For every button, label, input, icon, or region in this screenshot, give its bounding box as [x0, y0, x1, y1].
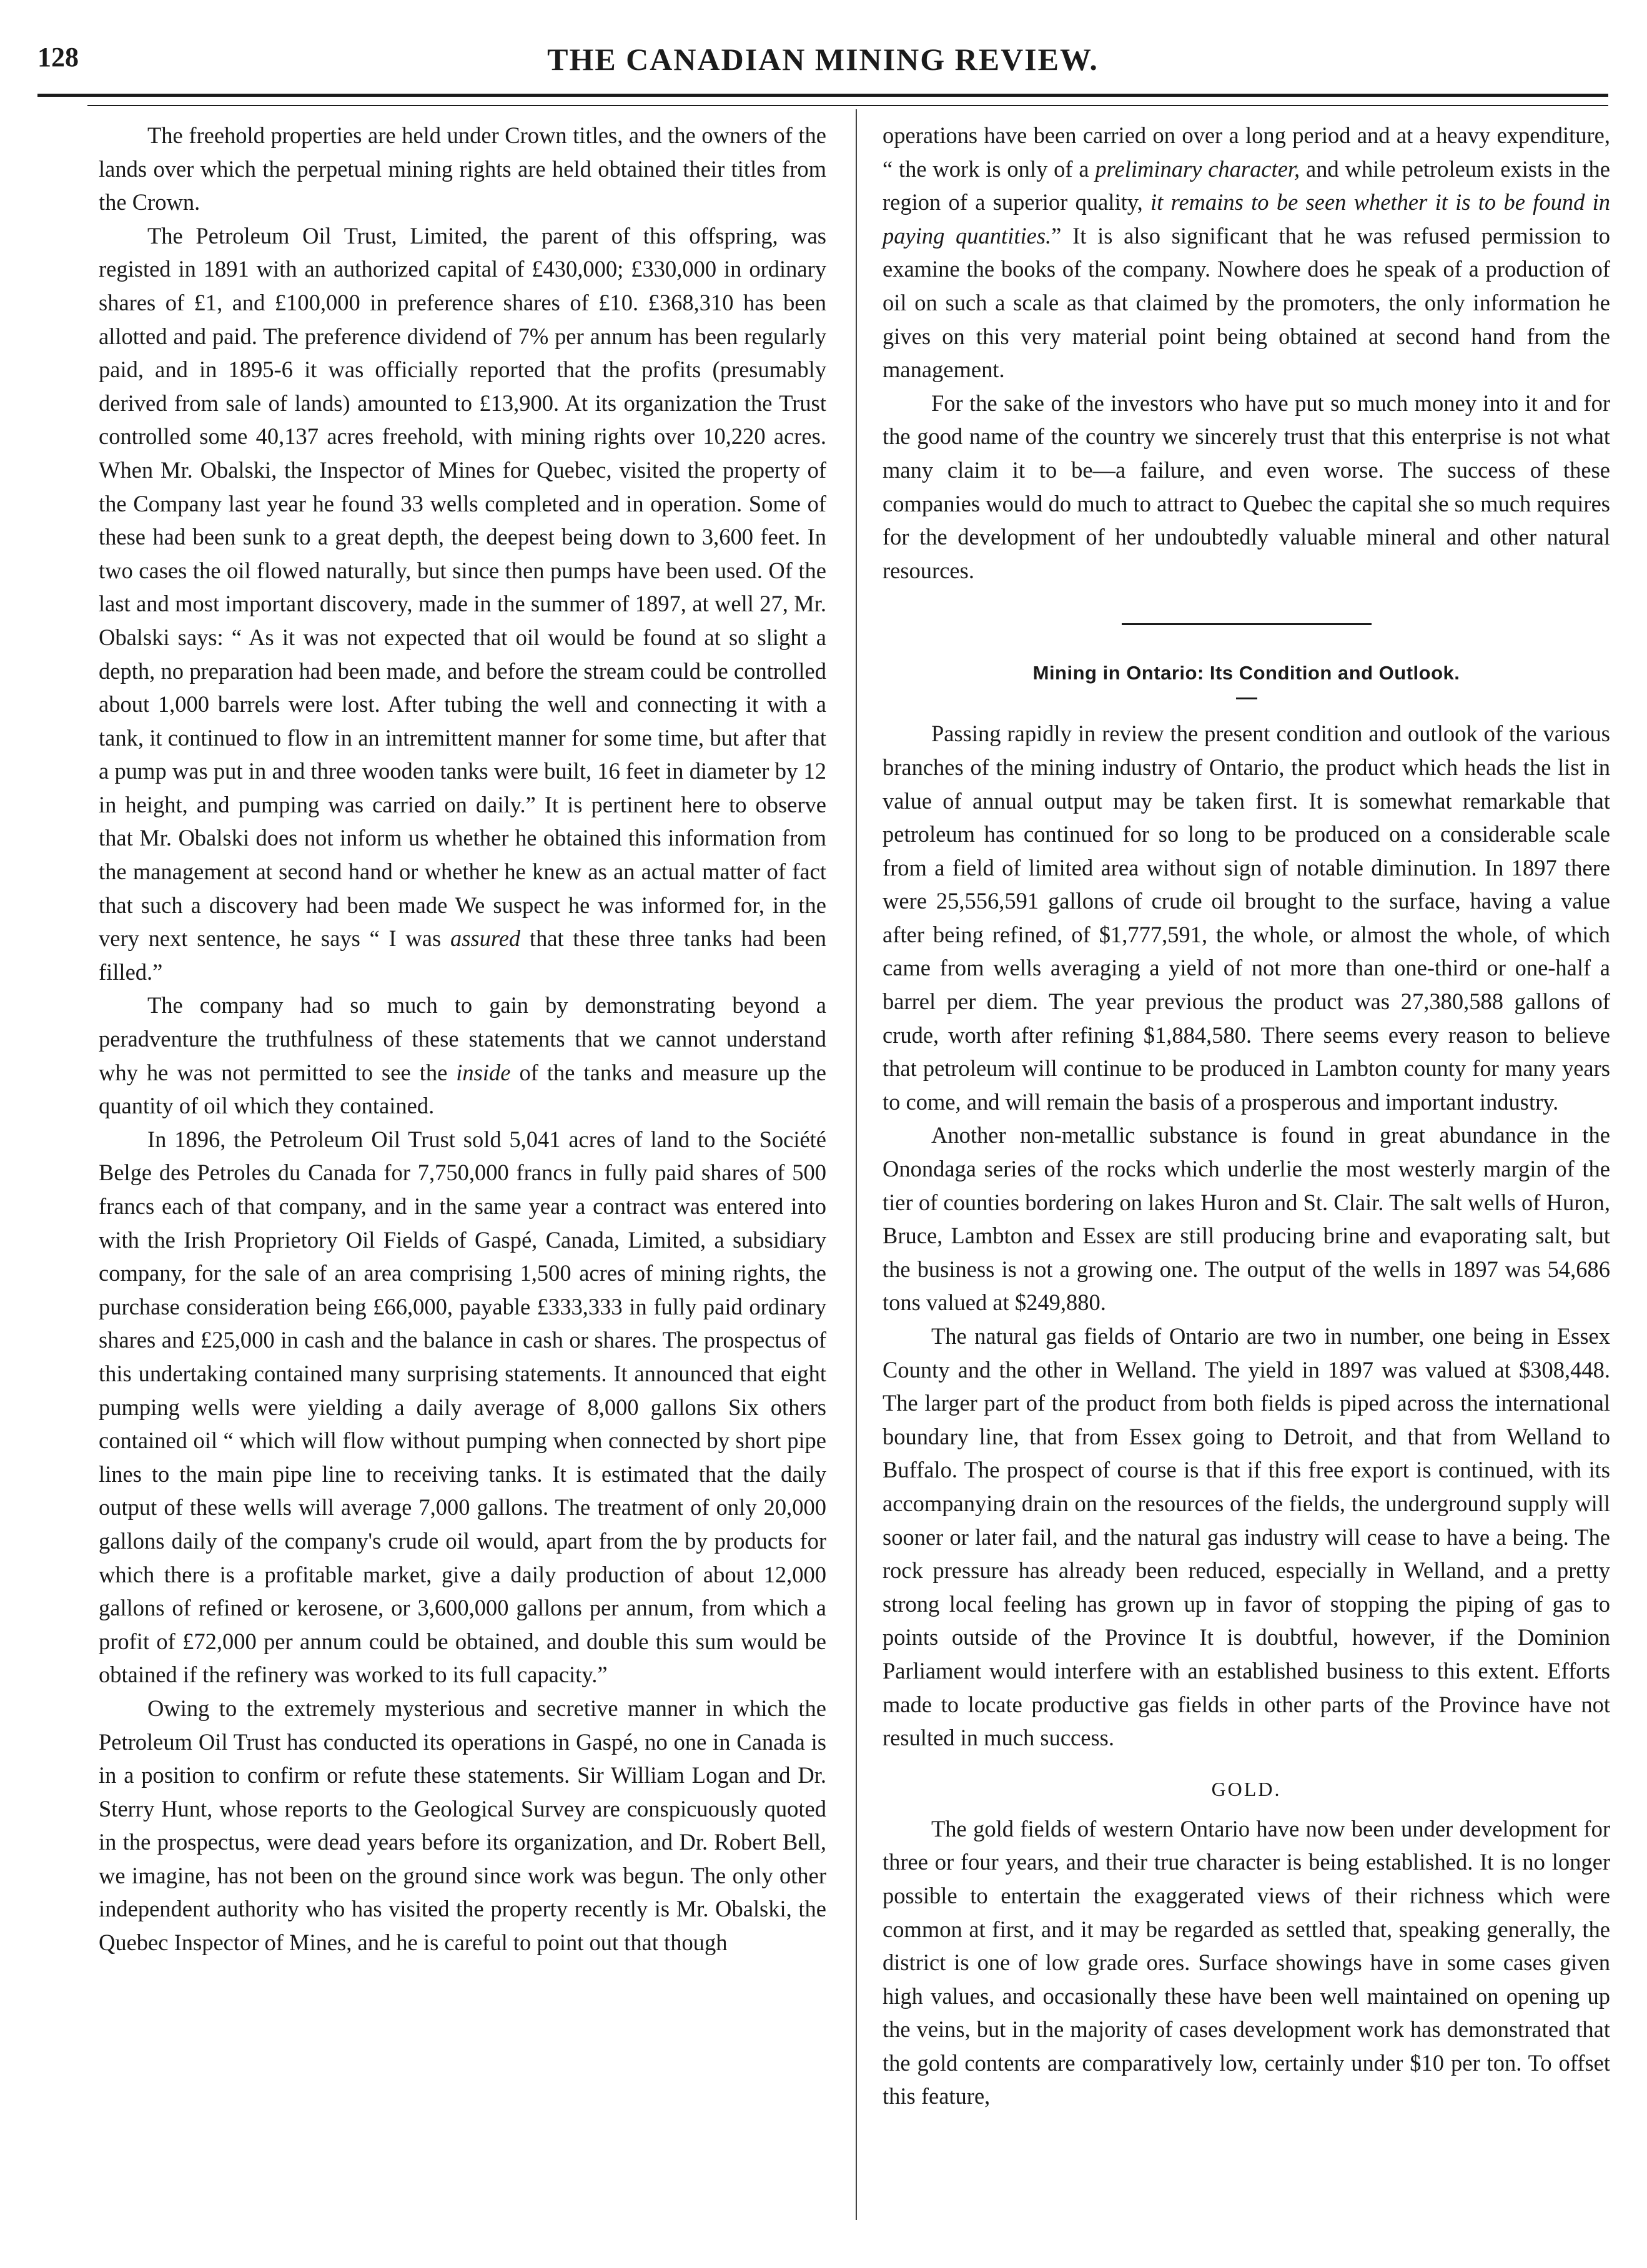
left-paragraph-2-emphasis: assured — [450, 925, 521, 952]
right-paragraph-1-end: ” It is also significant that he was refused permission to examine the books of the company. Nowhere does he speak of a production of oil on such a scale as that claimed by the promoters, the only information he gives on this very material point being obtained at second hand from the management. — [883, 222, 1610, 383]
section-title-rule — [1236, 698, 1257, 699]
section-separator-rule — [1122, 623, 1372, 625]
right-paragraph-6: The gold fields of western Ontario have now been under development for three or four years, and their true character is being established. It is no longer possible to entertain the exaggerated views of their richness which were common at first, and it may be regarded as settled that, speaking generally, the district is one of low grade ores. Surface showings have in some cases given high values, and occasionally these have been well maintained on opening up the veins, but in the majority of cases development work has demonstrated that the gold contents are comparatively low, certainly under $10 per ton. To offset this feature, — [883, 1815, 1610, 2109]
right-paragraph-1-mid: and while petroleum exists in the region of a superior quality, — [883, 155, 1611, 215]
left-paragraph-1: The freehold properties are held under Crown titles, and the owners of the lands over which the perpetual mining rights are held obtained their titles from the Crown. — [99, 122, 826, 215]
header-rule-thick — [37, 94, 1608, 97]
right-paragraph-1-emphasis-2: it remains to be seen whether it is to be found in paying quantities. — [883, 189, 1611, 249]
left-paragraph-3 — [99, 989, 826, 1122]
gold-subheading: GOLD. — [1211, 1777, 1282, 1800]
left-paragraph-4: In 1896, the Petroleum Oil Trust sold 5,041 acres of land to the Société Belge des Petroles du Canada for 7,750,000 francs in fully paid shares of 500 francs each of that company, and in the same year a contract was entered into with the Irish Proprietory Oil Fields of Gaspé, Canada, Limited, a subsidiary company, for the sale of an area comprising 1,500 acres of mining rights, the purchase consideration being £66,000, payable £333,333 in fully paid ordinary shares and £25,000 in cash and the balance in cash or shares. The prospectus of this undertaking contained many surprising statements. It announced that eight pumping wells were yielding a daily average of 8,000 gallons Six others contained oil “ which will flow without pumping when connected by short pipe lines to the main pipe line to receiving tanks. It is estimated that the daily output of these wells will average 7,000 gallons. The treatment of only 20,000 gallons daily of the company's crude oil would, apart from the by products for which there is a profitable market, give a daily production of about 12,000 gallons of refined or kerosene, or 3,600,000 gallons per annum, from which a profit of £72,000 per annum could be obtained, and double this sum would be obtained if the refinery was worked to its full capacity.” — [99, 1126, 826, 1688]
left-paragraph-2-text: The Petroleum Oil Trust, Limited, the parent of this offspring, was registed in 1891 with an authorized capital of £430,000; £330,000 in ordinary shares of £1, and £100,000 in preference shares of £10. £368,310 has been allotted and paid. The preference dividend of 7% per annum has been regularly paid, and in 1895-6 it was officially reported that the profits (presumably derived from sale of lands) amounted to £13,900. At its organization the Trust controlled some 40,137 acres freehold, with mining rights over 10,220 acres. When Mr. Obalski, the Inspector of Mines for Quebec, visited the property of the Company last year he found 33 wells completed and in operation. Some of these had been sunk to a great depth, the deepest being down to 3,600 feet. In two cases the oil flowed naturally, but since then pumps have been used. Of the last and most important discovery, made in the summer of 1897, at well 27, Mr. Obalski says: “ As it was not expected that oil would be found at so slight a depth, no preparation had been made, and before the stream could be controlled about 1,000 barrels were lost. After tubing the well and connecting it with a tank, it continued to flow in an intremittent manner for some time, but after that a pump was put in and three wooden tanks were built, 16 feet in diameter by 12 in height, and pumping was carried on daily.” It is pertinent here to observe that Mr. Obalski does not inform us whether he obtained this information from the management at second hand or whether he knew as an actual matter of fact that such a discovery had been made We suspect he was informed for, in the very next sentence, he says “ I was — [99, 222, 826, 952]
left-paragraph-3-text: The company had so much to gain by demonstrating beyond a peradventure the truthfulness of these statements that we cannot understand why he was not permitted to see the — [99, 992, 826, 1085]
column-divider — [856, 109, 857, 2220]
left-column — [99, 119, 826, 1960]
section-title: Mining in Ontario: Its Condition and Outlook. — [1032, 662, 1460, 684]
right-paragraph-4: Another non-metallic substance is found in great abundance in the Onondaga series of the rocks which underlie the most westerly margin of the tier of counties bordering on lakes Huron and St. Clair. The salt wells of Huron, Bruce, Lambton and Essex are still producing brine and evaporating salt, but the business is not a growing one. The output of the wells in 1897 was 54,686 tons valued at $249,880. — [883, 1122, 1610, 1316]
right-paragraph-1 — [883, 119, 1610, 387]
left-paragraph-2 — [99, 219, 826, 989]
header-rule-thin — [87, 105, 1608, 106]
right-paragraph-1-emphasis-1: preliminary character, — [1095, 155, 1300, 182]
left-paragraph-3-end: of the tanks and measure up the quantity of oil which they contained. — [99, 1059, 827, 1119]
page-number: 128 — [37, 42, 79, 72]
right-paragraph-1-start: operations have been carried on over a long period and at a heavy expenditure, “ the work is only of a — [883, 122, 1610, 182]
right-paragraph-2: For the sake of the investors who have put so much money into it and for the good name of the country we sincerely trust that this enterprise is not what many claim it to be—a failure, and even worse. The success of these companies would do much to attract to Quebec the capital she so much requires for the development of her undoubtedly valuable mineral and other natural resources. — [883, 390, 1610, 583]
left-paragraph-3-emphasis: inside — [456, 1059, 511, 1085]
journal-title: THE CANADIAN MINING REVIEW. — [547, 42, 1099, 77]
right-column — [883, 119, 1610, 2113]
page-header — [37, 39, 1608, 82]
right-paragraph-5: The natural gas fields of Ontario are two in number, one being in Essex County and the other in Welland. The yield in 1897 was valued at $308,448. The larger part of the product from both fields is piped across the international boundary line, that from Essex going to Detroit, and that from Welland to Buffalo. The prospect of course is that if this free export is continued, with its accompanying drain on the resources of the fields, the underground supply will sooner or later fail, and the natural gas industry will cease to have a being. The rock pressure has already been reduced, especially in Welland, and a pretty strong local feeling has grown up in favor of stopping the piping of gas to points outside of the Province It is doubtful, however, if the Dominion Parliament would interfere with an established business to this extent. Efforts made to locate productive gas fields in other parts of the Province have not resulted in much success. — [883, 1323, 1610, 1751]
left-paragraph-5: Owing to the extremely mysterious and secretive manner in which the Petroleum Oil Trust has conducted its operations in Gaspé, no one in Canada is in a position to confirm or refute these statements. Sir William Logan and Dr. Sterry Hunt, whose reports to the Geological Survey are conspicuously quoted in the prospectus, were dead years before its organization, and Dr. Robert Bell, we imagine, has not been on the ground since work was begun. The only other independent authority who has visited the property recently is Mr. Obalski, the Quebec Inspector of Mines, and he is careful to point out that though — [99, 1695, 826, 1956]
left-paragraph-2-end: that these three tanks had been filled.” — [99, 925, 827, 985]
right-paragraph-3: Passing rapidly in review the present condition and outlook of the various branches of the mining industry of Ontario, the product which heads the list in value of annual output may be taken first. It is somewhat remarkable that petroleum has continued for so long to be produced on a considerable scale from a field of limited area without sign of notable diminution. In 1897 there were 25,556,591 gallons of crude oil brought to the surface, having a value after being refined, of $1,777,591, the whole, or almost the whole, of which came from wells averaging a yield of not more than one-third or one-half a barrel per diem. The year previous the product was 27,380,588 gallons of crude, worth after refining $1,884,580. There seems every reason to believe that petroleum will continue to be produced in Lambton county for many years to come, and will remain the basis of a prosperous and important industry. — [883, 721, 1610, 1115]
